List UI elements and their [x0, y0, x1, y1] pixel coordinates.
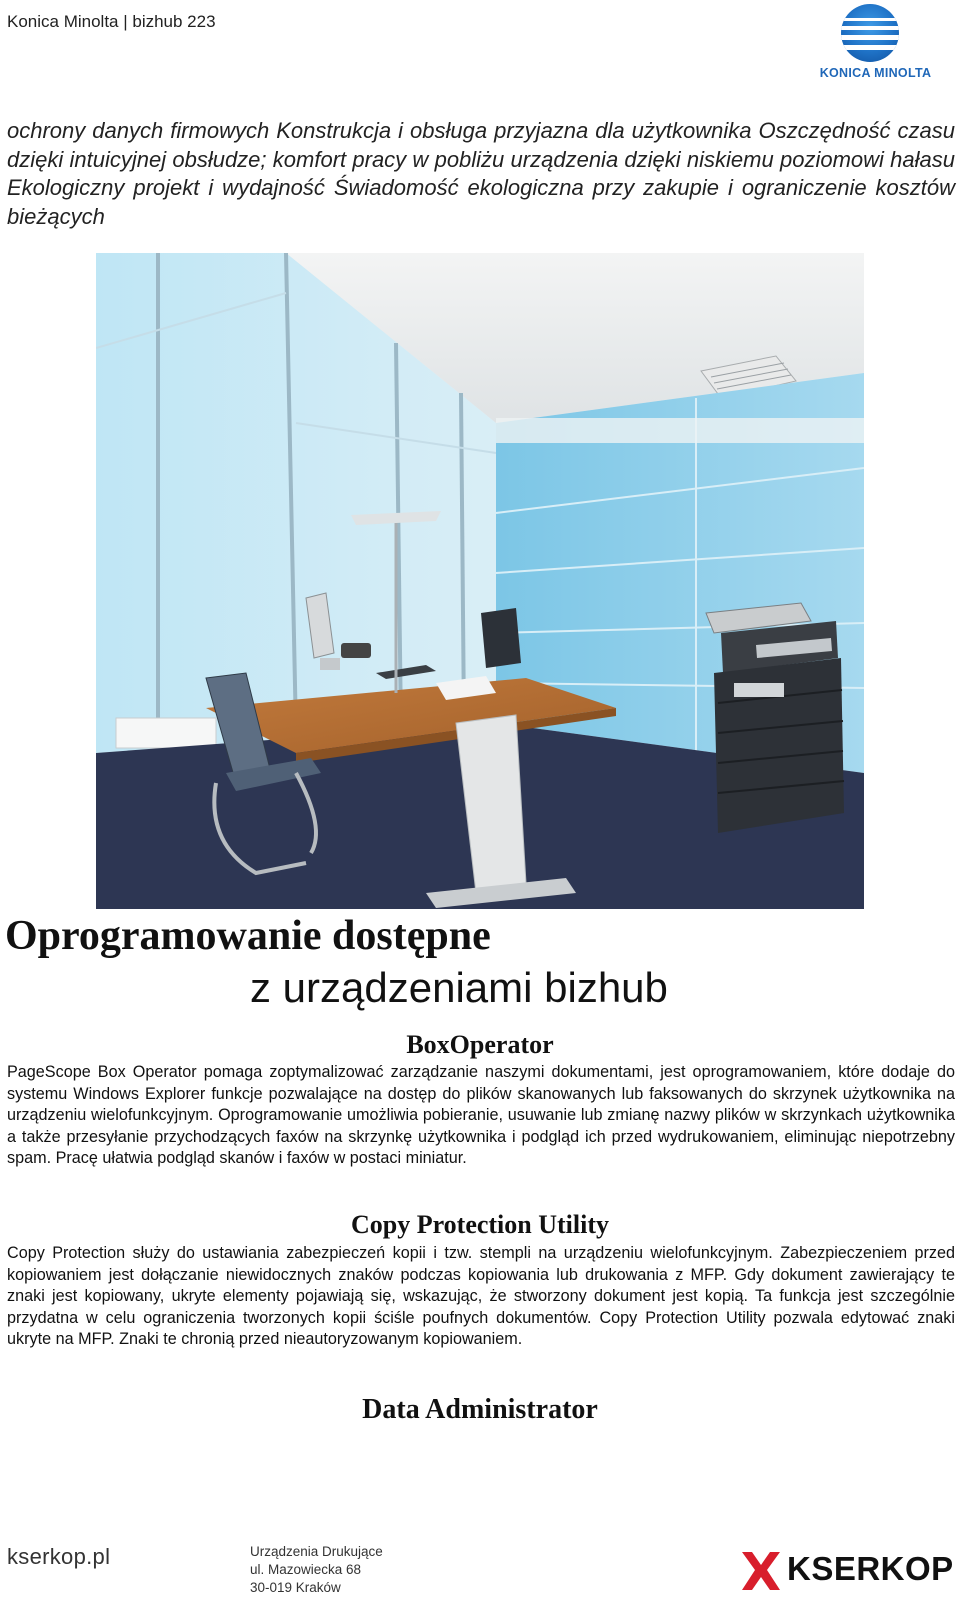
kserkop-mark-icon [738, 1548, 784, 1594]
software-subheadline: z urządzeniami bizhub [250, 964, 668, 1011]
intro-paragraph: ochrony danych firmowych Konstrukcja i obsługa przyjazna dla użytkownika Oszczędność czasu dzięki intuicyjnej obsłudze; komfort pracy w pobliżu urządzenia dzięki niskiemu poziomowi hałasu Ekologiczny projekt i wydajność Świadomość ekologiczna przy zakupie i ograniczenie kosztów bieżących [7, 118, 955, 229]
footer-address [250, 1543, 383, 1597]
section-title-copy-protection: Copy Protection Utility [350, 1210, 610, 1239]
software-headline: Oprogramowanie dostępne [5, 913, 491, 959]
document-header-title: Konica Minolta | bizhub 223 [7, 12, 216, 31]
footer-address-line: ul. Mazowiecka 68 [250, 1562, 362, 1577]
footer-address-line: Urządzenia Drukujące [250, 1544, 383, 1559]
section-body-copy-protection: Copy Protection służy do ustawiania zabezpieczeń kopii i tzw. stempli na urządzeniu wielofunkcyjnym. Zabezpieczeniem przed kopiowaniem jest dołączanie niewidocznych znaków podczas kopiowania lub drukowania z MFP. Gdy dokument zawierający te znaki jest kopiowany, ukryte elementy pojawiają się, wskazując, że stworzony dokument jest kopią. Ta funkcja jest szczególnie przydatna w celu ograniczenia tworzonych kopii ściśle poufnych dokumentów. Copy Protection Utility pozwala edytować znaki ukryte na MFP. Znaki te chronią przed nieautoryzowanym kopiowaniem. [7, 1244, 955, 1349]
footer-address-line: 30-019 Kraków [250, 1580, 341, 1595]
logo-wordmark: KONICA MINOLTA [819, 66, 932, 80]
section-body-boxoperator: PageScope Box Operator pomaga zoptymalizować zarządzanie naszymi dokumentami, jest oprogramowaniem, które dodaje do systemu Windows Explorer funkcje pozwalające na dostęp do plików skanowanych lub faksowanych do skrzynek użytkownika na urządzeniu wielofunkcyjnym. Oprogramowanie umożliwia pobieranie, usuwanie lub zmianę nazwy plików w skrzynkach użytkownika a także przesyłanie przychodzących faxów na skrzynkę użytkownika i podgląd ich przed wydrukowaniem, eliminując niepotrzebny spam. Pracę ułatwia podgląd skanów i faxów w postaci miniatur. [7, 1063, 955, 1168]
section-title-data-administrator: Data Administrator [362, 1394, 598, 1425]
section-title-boxoperator: BoxOperator [406, 1030, 554, 1059]
footer-website: kserkop.pl [7, 1544, 111, 1569]
kserkop-wordmark: KSERKOP [787, 1550, 954, 1587]
kserkop-logo [738, 1548, 954, 1594]
office-photo [96, 253, 864, 909]
konica-minolta-logo [808, 4, 943, 84]
globe-icon [841, 4, 899, 62]
